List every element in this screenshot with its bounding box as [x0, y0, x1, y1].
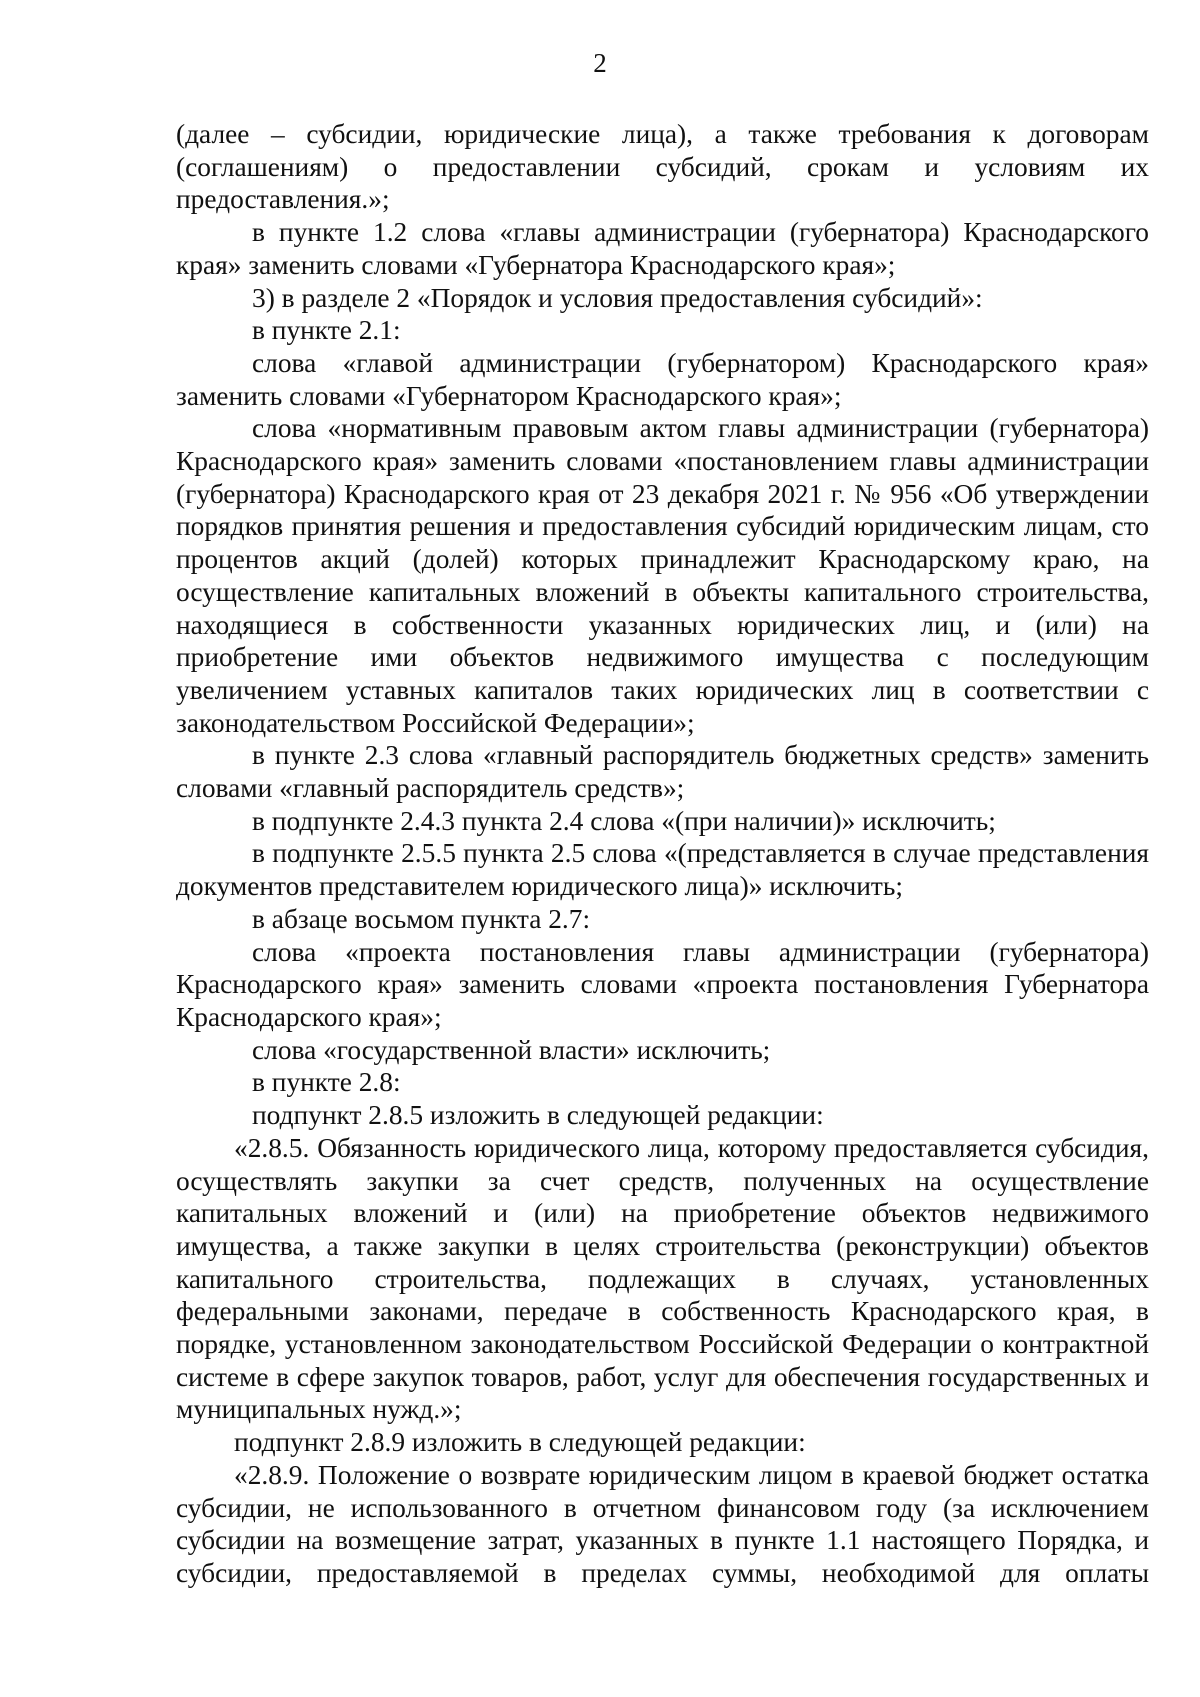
paragraph-words-normative-act: слова «нормативным правовым актом главы администрации (губернатора) Краснодарского края» заменить словами «постановлением главы администрации (губернатора) Краснодарского края от 23 декабря 2021 г. № 956 «Об утверждении порядков принятия решения и предоставления субсидий юридическим лицам, сто процентов акций (долей) которых принадлежит Краснодарскому краю, на осуществление капитальных вложений в объекты капитального строительства, находящиеся в собственности указанных юридических лиц, и (или) на приобретение ими объектов недвижимого имущества с последующим увеличением уставных капиталов таких юридических лиц в соответствии с законодательством Российской Федерации»; [176, 413, 1149, 738]
paragraph-words-project: слова «проекта постановления главы администрации (губернатора) Краснодарского края» заменить словами «проекта постановления Губернатора Краснодарского края»; [176, 936, 1149, 1032]
paragraph-subitem-2-8-9-intro: подпункт 2.8.9 изложить в следующей редакции: [234, 1427, 806, 1458]
paragraph-item-2-8: в пункте 2.8: [252, 1067, 401, 1098]
paragraph-continuation: (далее – субсидии, юридические лица), а также требования к договорам (соглашениям) о предоставлении субсидий, срокам и условиям их предоставления.»; [176, 119, 1149, 215]
paragraph-words-governor: слова «главой администрации (губернатором) Краснодарского края» заменить словами «Губернатором Краснодарского края»; [176, 347, 1149, 411]
paragraph-item-2-5-5: в подпункте 2.5.5 пункта 2.5 слова «(представляется в случае представления документов представителем юридического лица)» исключить; [176, 838, 1149, 902]
paragraph-item-2-4-3: в подпункте 2.4.3 пункта 2.4 слова «(при наличии)» исключить; [252, 805, 996, 836]
paragraph-item-1-2: в пункте 1.2 слова «главы администрации (губернатора) Краснодарского края» заменить словами «Губернатора Краснодарского края»; [176, 217, 1149, 280]
paragraph-words-state-power: слова «государственной власти» исключить; [252, 1034, 771, 1065]
document-body [176, 118, 1149, 1590]
paragraph-section-2: 3) в разделе 2 «Порядок и условия предоставления субсидий»: [252, 282, 983, 313]
paragraph-subitem-2-8-5-intro: подпункт 2.8.5 изложить в следующей редакции: [252, 1100, 824, 1131]
paragraph-subitem-2-8-5-text: «2.8.5. Обязанность юридического лица, которому предоставляется субсидия, осуществлять закупки за счет средств, полученных на осуществление капитальных вложений и (или) на приобретение объектов недвижимого имущества, а также закупки в целях строительства (реконструкции) объектов капитального строительства, подлежащих в случаях, установленных федеральными законами, передаче в собственность Краснодарского края, в порядке, установленном законодательством Российской Федерации о контрактной системе в сфере закупок товаров, работ, услуг для обеспечения государственных и муниципальных нужд.»; [176, 1132, 1149, 1425]
paragraph-item-2-7: в абзаце восьмом пункта 2.7: [252, 903, 591, 934]
page-number: 2 [593, 48, 607, 78]
paragraph-subitem-2-8-9-text: «2.8.9. Положение о возврате юридическим лицом в краевой бюджет остатка субсидии, не использованного в отчетном финансовом году (за исключением субсидии на возмещение затрат, указанных в пункте 1.1 настоящего Порядка, и субсидии, предоставляемой в пределах суммы, необходимой для оплаты [176, 1459, 1149, 1588]
paragraph-item-2-3: в пункте 2.3 слова «главный распорядитель бюджетных средств» заменить словами «главный распорядитель средств»; [176, 740, 1149, 804]
paragraph-item-2-1: в пункте 2.1: [252, 315, 401, 346]
